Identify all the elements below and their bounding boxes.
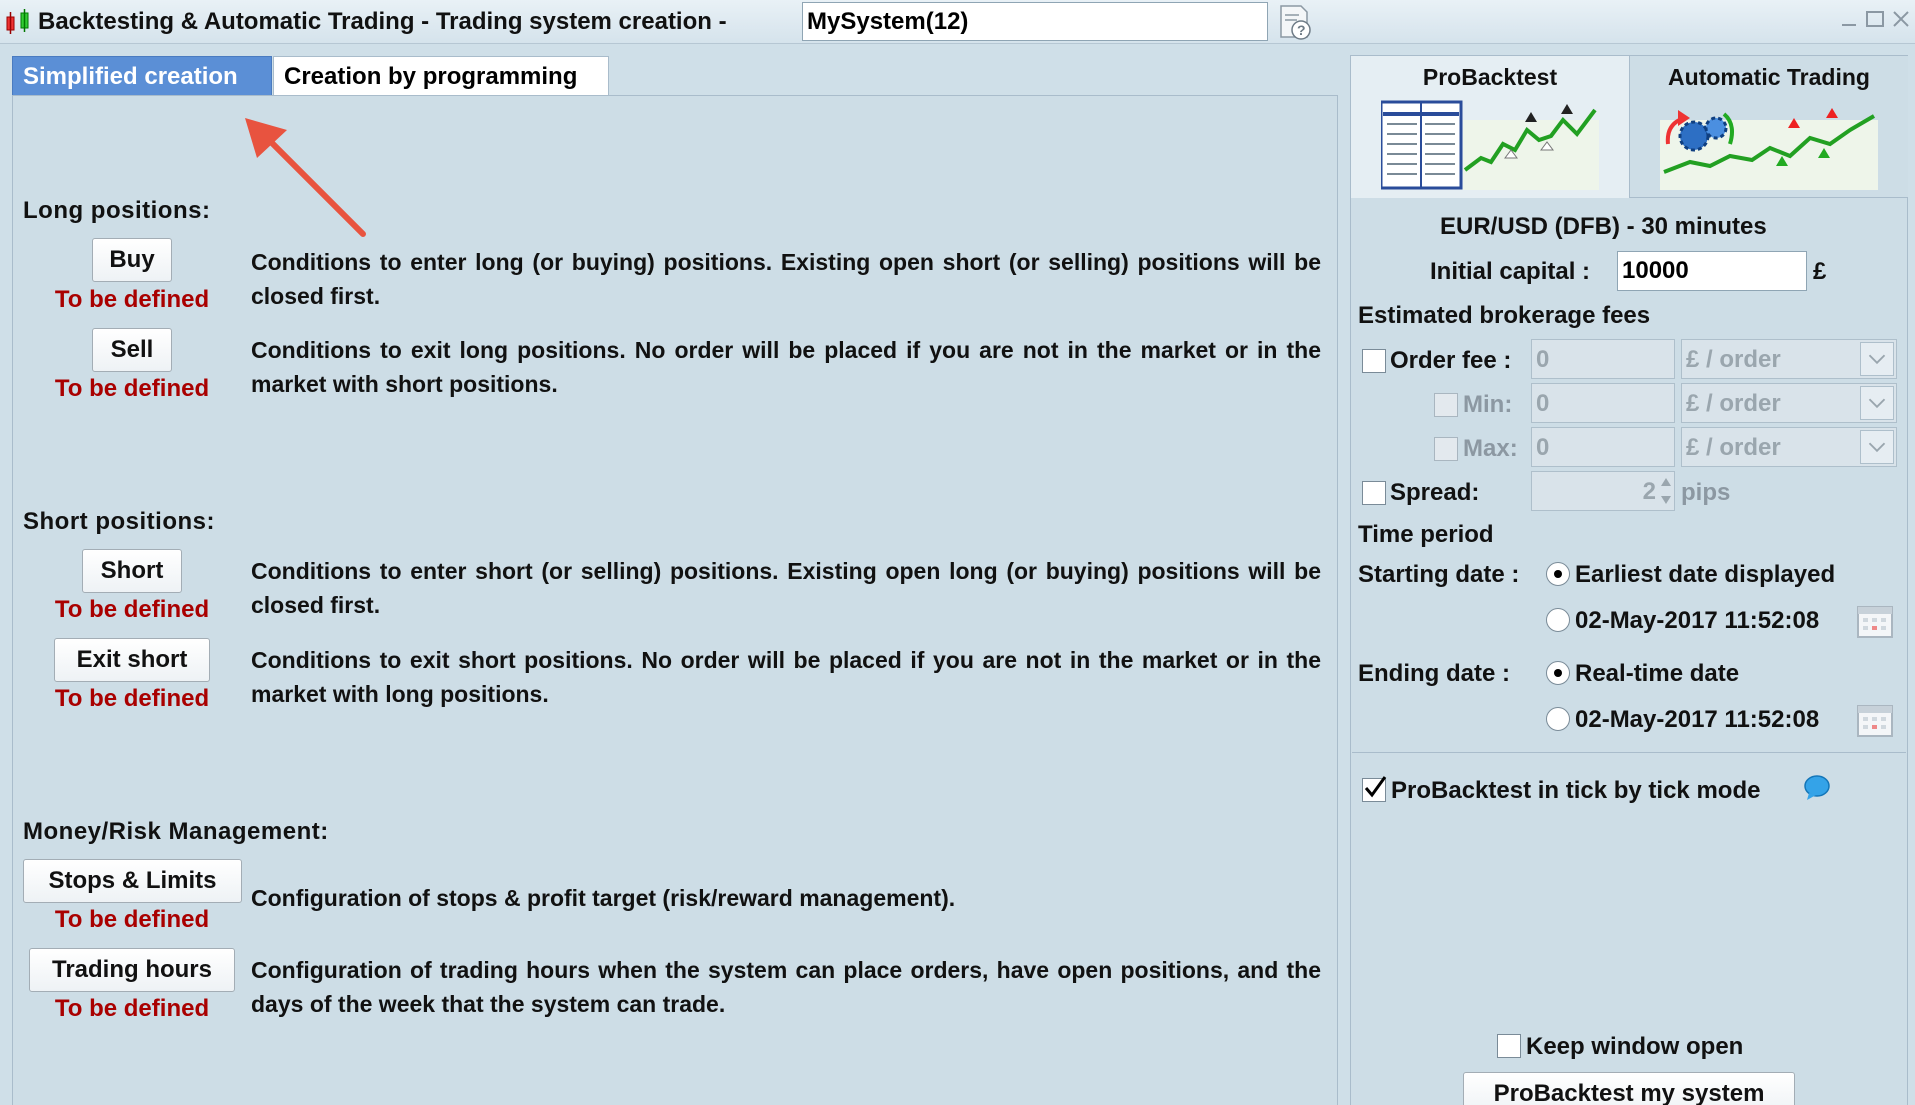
candlestick-app-icon (4, 8, 34, 36)
chevron-down-icon (1860, 386, 1894, 420)
title-bar (0, 0, 1915, 44)
chevron-down-icon (1860, 342, 1894, 376)
start-custom-date-radio[interactable] (1546, 608, 1570, 632)
min-fee-label: Min: (1463, 391, 1513, 418)
initial-capital-input[interactable] (1617, 251, 1807, 291)
spread-input[interactable]: 2 (1531, 471, 1675, 511)
probacktest-chart-icon (1381, 100, 1601, 192)
long-positions-heading: Long positions: (23, 197, 211, 224)
short-description: Conditions to enter short (or selling) positions. Existing open long (or buying) positions will be closed first. (251, 558, 1321, 618)
order-fee-unit-value: £ / order (1686, 346, 1781, 373)
brokerage-fees-heading: Estimated brokerage fees (1358, 302, 1651, 329)
maximize-icon[interactable] (1864, 8, 1886, 30)
probacktest-my-system-button[interactable]: ProBacktest my system (1463, 1072, 1795, 1105)
calendar-icon[interactable] (1855, 700, 1895, 740)
automatic-trading-chart-icon (1660, 100, 1880, 192)
tab-simplified-creation[interactable]: Simplified creation (12, 56, 272, 96)
stops-limits-status: To be defined (54, 906, 210, 933)
exit-short-status: To be defined (54, 685, 210, 712)
end-realtime-radio[interactable] (1546, 661, 1570, 685)
max-fee-unit-value: £ / order (1686, 434, 1781, 461)
instrument-label: EUR/USD (DFB) - 30 minutes (1440, 213, 1767, 240)
annotation-arrow-icon (235, 112, 375, 242)
starting-date-label: Starting date : (1358, 561, 1520, 588)
min-fee-input[interactable]: 0 (1531, 383, 1675, 423)
trading-hours-status: To be defined (54, 995, 210, 1022)
close-icon[interactable] (1890, 8, 1912, 30)
info-bubble-icon[interactable] (1803, 775, 1831, 801)
min-fee-unit-value: £ / order (1686, 390, 1781, 417)
tab-automatic-trading[interactable] (1630, 56, 1908, 198)
tick-by-tick-checkbox[interactable] (1362, 778, 1386, 802)
min-fee-unit-select[interactable] (1681, 383, 1897, 423)
sell-status: To be defined (54, 375, 210, 402)
order-fee-unit-select[interactable] (1681, 339, 1897, 379)
stops-limits-description: Configuration of stops & profit target (risk/reward management). (251, 885, 956, 911)
spread-label: Spread: (1390, 479, 1480, 506)
start-earliest-label: Earliest date displayed (1575, 561, 1836, 588)
spread-unit: pips (1681, 479, 1731, 506)
window-title: Backtesting & Automatic Trading - Trading system creation - (38, 8, 727, 35)
spread-checkbox[interactable] (1362, 481, 1386, 505)
sell-button[interactable]: Sell (92, 328, 172, 372)
buy-button[interactable]: Buy (92, 238, 172, 282)
keep-window-open-checkbox[interactable] (1497, 1034, 1521, 1058)
tick-by-tick-label: ProBacktest in tick by tick mode (1391, 777, 1761, 804)
minimize-icon[interactable] (1838, 8, 1860, 30)
order-fee-checkbox[interactable] (1362, 349, 1386, 373)
max-fee-checkbox[interactable] (1434, 437, 1458, 461)
end-realtime-label: Real-time date (1575, 660, 1740, 687)
buy-status: To be defined (54, 286, 210, 313)
trading-hours-description: Configuration of trading hours when the system can place orders, have open positions, and the days of the week that the system can trade. (251, 957, 1321, 1017)
checkmark-icon (1363, 775, 1389, 801)
start-custom-date: 02-May-2017 11:52:08 (1575, 607, 1820, 634)
max-fee-input[interactable]: 0 (1531, 427, 1675, 467)
tab-probacktest[interactable] (1351, 56, 1630, 198)
order-fee-input[interactable]: 0 (1531, 339, 1675, 379)
exit-short-description: Conditions to exit short positions. No order will be placed if you are not in the market or in the market with long positions. (251, 647, 1321, 707)
system-name-input[interactable] (802, 2, 1268, 41)
calendar-icon[interactable] (1855, 601, 1895, 641)
order-fee-label: Order fee : (1390, 347, 1512, 374)
short-positions-heading: Short positions: (23, 508, 215, 535)
max-fee-label: Max: (1463, 435, 1518, 462)
help-document-icon[interactable] (1275, 3, 1315, 41)
trading-hours-button[interactable]: Trading hours (29, 948, 235, 992)
svg-text:?: ? (1297, 22, 1306, 38)
chevron-down-icon (1860, 430, 1894, 464)
sell-description: Conditions to exit long positions. No order will be placed if you are not in the market or in the market with short positions. (251, 337, 1321, 397)
start-earliest-radio[interactable] (1546, 562, 1570, 586)
ending-date-label: Ending date : (1358, 660, 1510, 687)
short-button[interactable]: Short (82, 549, 182, 593)
tab-automatic-trading-label: Automatic Trading (1668, 64, 1870, 90)
end-custom-date: 02-May-2017 11:52:08 (1575, 706, 1820, 733)
max-fee-unit-select[interactable] (1681, 427, 1897, 467)
currency-symbol: £ (1813, 258, 1827, 285)
end-custom-date-radio[interactable] (1546, 707, 1570, 731)
exit-short-button[interactable]: Exit short (54, 638, 210, 682)
keep-window-open-label: Keep window open (1526, 1033, 1744, 1060)
stops-limits-button[interactable]: Stops & Limits (23, 859, 242, 903)
short-status: To be defined (54, 596, 210, 623)
tab-creation-by-programming[interactable]: Creation by programming (273, 56, 609, 96)
tab-probacktest-label: ProBacktest (1422, 64, 1558, 90)
buy-description: Conditions to enter long (or buying) positions. Existing open short (or selling) positions will be closed first. (251, 249, 1321, 309)
spinner-arrows-icon[interactable] (1660, 476, 1672, 506)
panel-separator (1352, 752, 1906, 753)
min-fee-checkbox[interactable] (1434, 393, 1458, 417)
initial-capital-label: Initial capital : (1430, 258, 1591, 285)
money-risk-heading: Money/Risk Management: (23, 818, 329, 845)
time-period-heading: Time period (1358, 521, 1494, 548)
